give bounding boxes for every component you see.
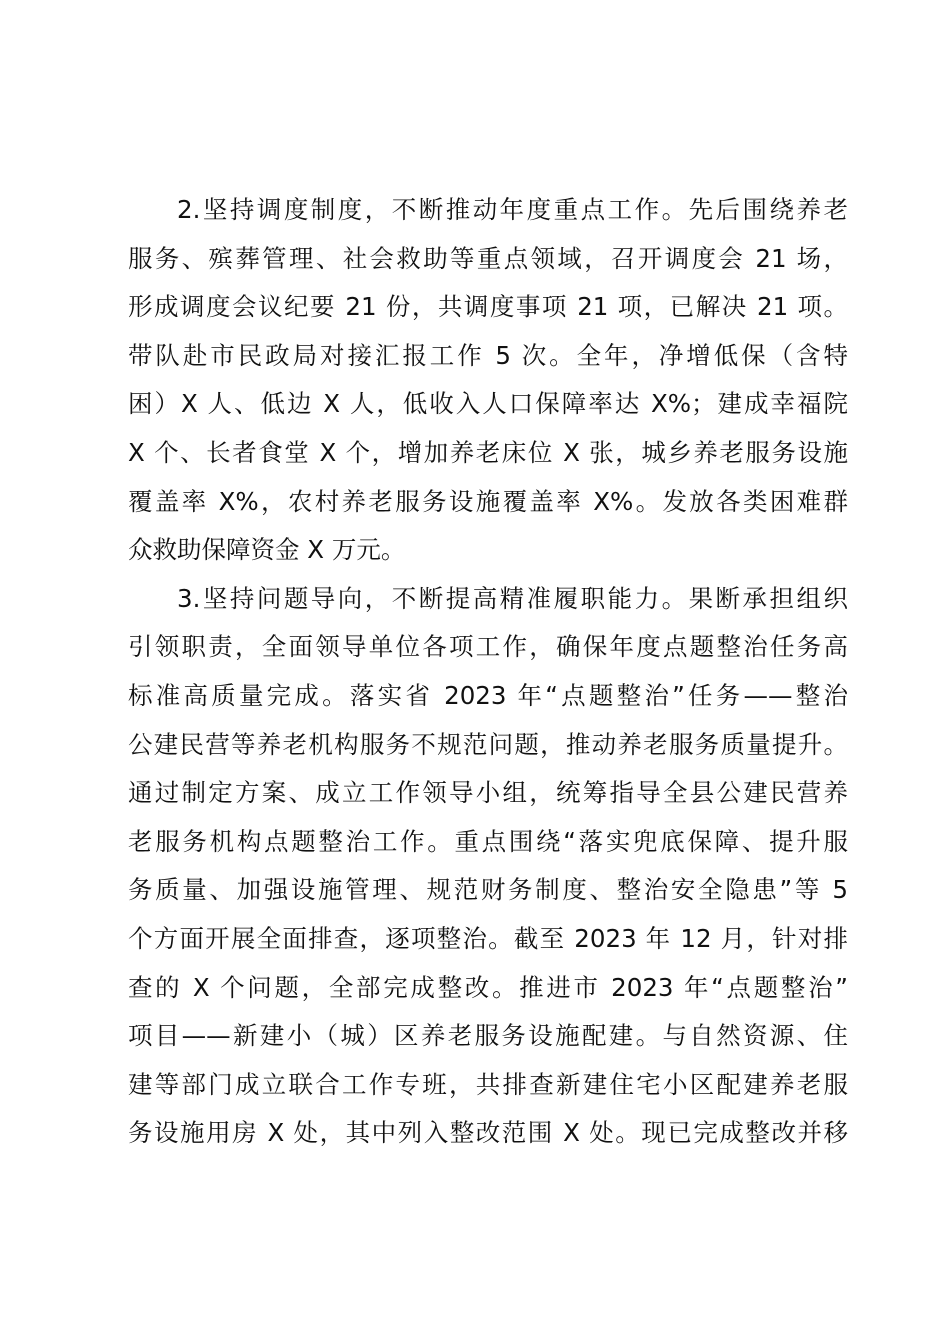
text-line: 2.坚持调度制度，不断推动年度重点工作。先后围绕养老 (177, 195, 848, 224)
text-line: 3.坚持问题导向，不断提高精准履职能力。果断承担组织 (177, 583, 848, 613)
text-line: 务质量、加强设施管理、规范财务制度、整治安全隐患”等 5 (128, 875, 848, 905)
text-line: 老服务机构点题整治工作。重点围绕“落实兜底保障、提升服 (128, 826, 848, 856)
text-line: 通过制定方案、成立工作领导小组，统筹指导全县公建民营养 (128, 778, 848, 808)
text-line: 覆盖率 X%，农村养老服务设施覆盖率 X%。发放各类困难群 (128, 486, 848, 516)
paragraph-2 (128, 186, 848, 575)
text-line: 形成调度会议纪要 21 份，共调度事项 21 项，已解决 21 项。 (128, 292, 848, 322)
text-line: 引领职责，全面领导单位各项工作，确保年度点题整治任务高 (128, 632, 848, 662)
text-line: 带队赴市民政局对接汇报工作 5 次。全年，净增低保（含特 (128, 340, 848, 370)
text-line: X 个、长者食堂 X 个，增加养老床位 X 张，城乡养老服务设施 (128, 437, 848, 467)
text-line: 众救助保障资金 X 万元。 (128, 535, 406, 565)
text-line: 查的 X 个问题，全部完成整改。推进市 2023 年“点题整治” (128, 972, 848, 1002)
text-line: 务设施用房 X 处，其中列入整改范围 X 处。现已完成整改并移 (128, 1118, 848, 1148)
text-line: 项目——新建小（城）区养老服务设施配建。与自然资源、住 (128, 1021, 848, 1051)
document-body (128, 186, 848, 1158)
paragraph-3 (128, 575, 848, 1158)
text-line: 服务、殡葬管理、社会救助等重点领域，召开调度会 21 场， (128, 243, 848, 273)
text-line: 困）X 人、低边 X 人，低收入人口保障率达 X%；建成幸福院 (128, 389, 848, 419)
text-line: 个方面开展全面排查，逐项整治。截至 2023 年 12 月，针对排 (128, 923, 848, 953)
text-line: 标准高质量完成。落实省 2023 年“点题整治”任务——整治 (128, 680, 848, 710)
text-line: 建等部门成立联合工作专班，共排查新建住宅小区配建养老服 (128, 1069, 848, 1099)
text-line: 公建民营等养老机构服务不规范问题，推动养老服务质量提升。 (128, 729, 848, 759)
